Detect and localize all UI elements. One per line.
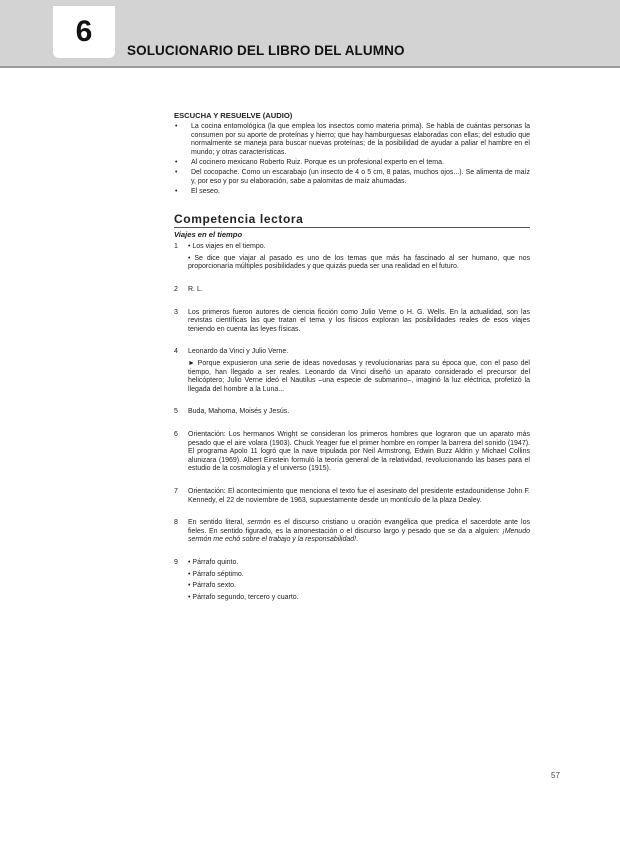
answer-5: 5 Buda, Mahoma, Moisés y Jesús. [174, 408, 290, 416]
page-content [174, 111, 530, 605]
bullet-dot: • [175, 187, 178, 195]
escucha-item: • El seseo. [175, 187, 220, 195]
answer-number: 4 [174, 348, 178, 356]
answer-number: 1 [174, 243, 178, 251]
header-title: SOLUCIONARIO DEL LIBRO DEL ALUMNO [127, 43, 405, 58]
reading-title: Viajes en el tiempo [174, 230, 243, 240]
answer-number: 3 [174, 308, 178, 316]
answer-number: 6 [174, 430, 178, 438]
escucha-section-title: ESCUCHA Y RESUELVE (AUDIO) [174, 111, 293, 120]
answer-number: 8 [174, 519, 178, 527]
answer-6: 6 Orientación: Los hermanos Wright se consideran los primeros hombres que lograron que un aparato más pesado que el aire volara (1903). Chuck Yeager fue el primer hombre en romper la barrera del sonido (1947). El programa Apolo 11 logró que la nave tripulada por Neil Armstrong, Edwin Buzz Aldrin y Michael Collins alunizara (1969). Albert Einstein formuló la teoría general de la relatividad, revolucionando las bases para el estudio de la cosmología y el universo (1915). [174, 430, 530, 473]
answer-number: 7 [174, 487, 178, 495]
answer-2: 2 R. L. [174, 286, 203, 294]
answer-7: 7 Orientación: El acontecimiento que menciona el texto fue el asesinato del presidente estadounidense John F. Kennedy, el 22 de noviembre de 1963, supuestamente desde un montículo de la plaza Dealey. [174, 487, 530, 504]
competencia-title: Competencia lectora [174, 212, 530, 228]
bullet-dot: • [175, 168, 178, 176]
unit-number: 6 [75, 15, 93, 48]
answer-1: 1 • Los viajes en el tiempo. • Se dice que viajar al pasado es uno de los temas que más ha fascinado al ser humano, que nos proporcionaría múltiples posibilidades y que quizás pueda ser una realidad en el futuro. [174, 243, 530, 271]
answer-4: 4 Leonardo da Vinci y Julio Verne. ► Porque expusieron una serie de ideas novedosas y revolucionarias para su época que, con el paso del tiempo, han llegado a ser reales. Leonardo da Vinci diseñó un aparato considerado el precursor del helicóptero; Julio Verne ideó el Nautilus –una especie de submarino–, imaginó la luz eléctrica, profetizó la llegada del hombre a la Luna... [174, 348, 530, 393]
answer-number: 2 [174, 286, 178, 294]
escucha-item: • Al cocinero mexicano Roberto Ruiz. Porque es un profesional experto en el tema. [175, 158, 444, 166]
answer-number: 9 [174, 558, 178, 566]
escucha-item: • Del cocopache. Como un escarabajo (un insecto de 4 o 5 cm, 8 patas, muchos ojos...). Se alimenta de maíz y, por eso y por su elaboración, sabe a palomitas de maíz ahumadas. [175, 168, 530, 185]
bullet-dot: • [175, 123, 178, 130]
answer-8: 8 En sentido literal, sermón es el discurso cristiano u oración evangélica que predica el sacerdote ante los fieles. En sentido figurado, es la amonestación o el discurso largo y pesado que se da a alguien: ¡Menudo sermón me echó sobre el trabajo y la responsabilidad!. [174, 519, 530, 544]
bullet-dot: • [175, 158, 178, 166]
answer-number: 5 [174, 408, 178, 416]
unit-number-tab [53, 6, 115, 58]
escucha-item: • La cocina entomológica (la que emplea los insectos como materia prima). Se habla de cuántas personas la consumen por su aporte de proteínas y hierro; que hay hamburguesas elaboradas con ellas; del estudio que normalmente se maneja para buscar nuevas proteínas; de la posibilidad de ayudar a paliar el hambre en el mundo; y otras características. [175, 123, 530, 156]
answer-9: 9 • Párrafo quinto. • Párrafo séptimo. • Párrafo sexto. • Párrafo segundo, tercero y cuarto. [174, 558, 299, 601]
answer-3: 3 Los primeros fueron autores de ciencia ficción como Julio Verne o H. G. Wells. En la actualidad, son las revistas científicas las que tratan el tema y los físicos exploran las posibilidades reales de esos viajes teniendo en cuenta las leyes físicas. [174, 308, 530, 333]
page-header-band [0, 0, 620, 68]
escucha-list [174, 123, 530, 196]
page-number: 57 [551, 771, 560, 780]
